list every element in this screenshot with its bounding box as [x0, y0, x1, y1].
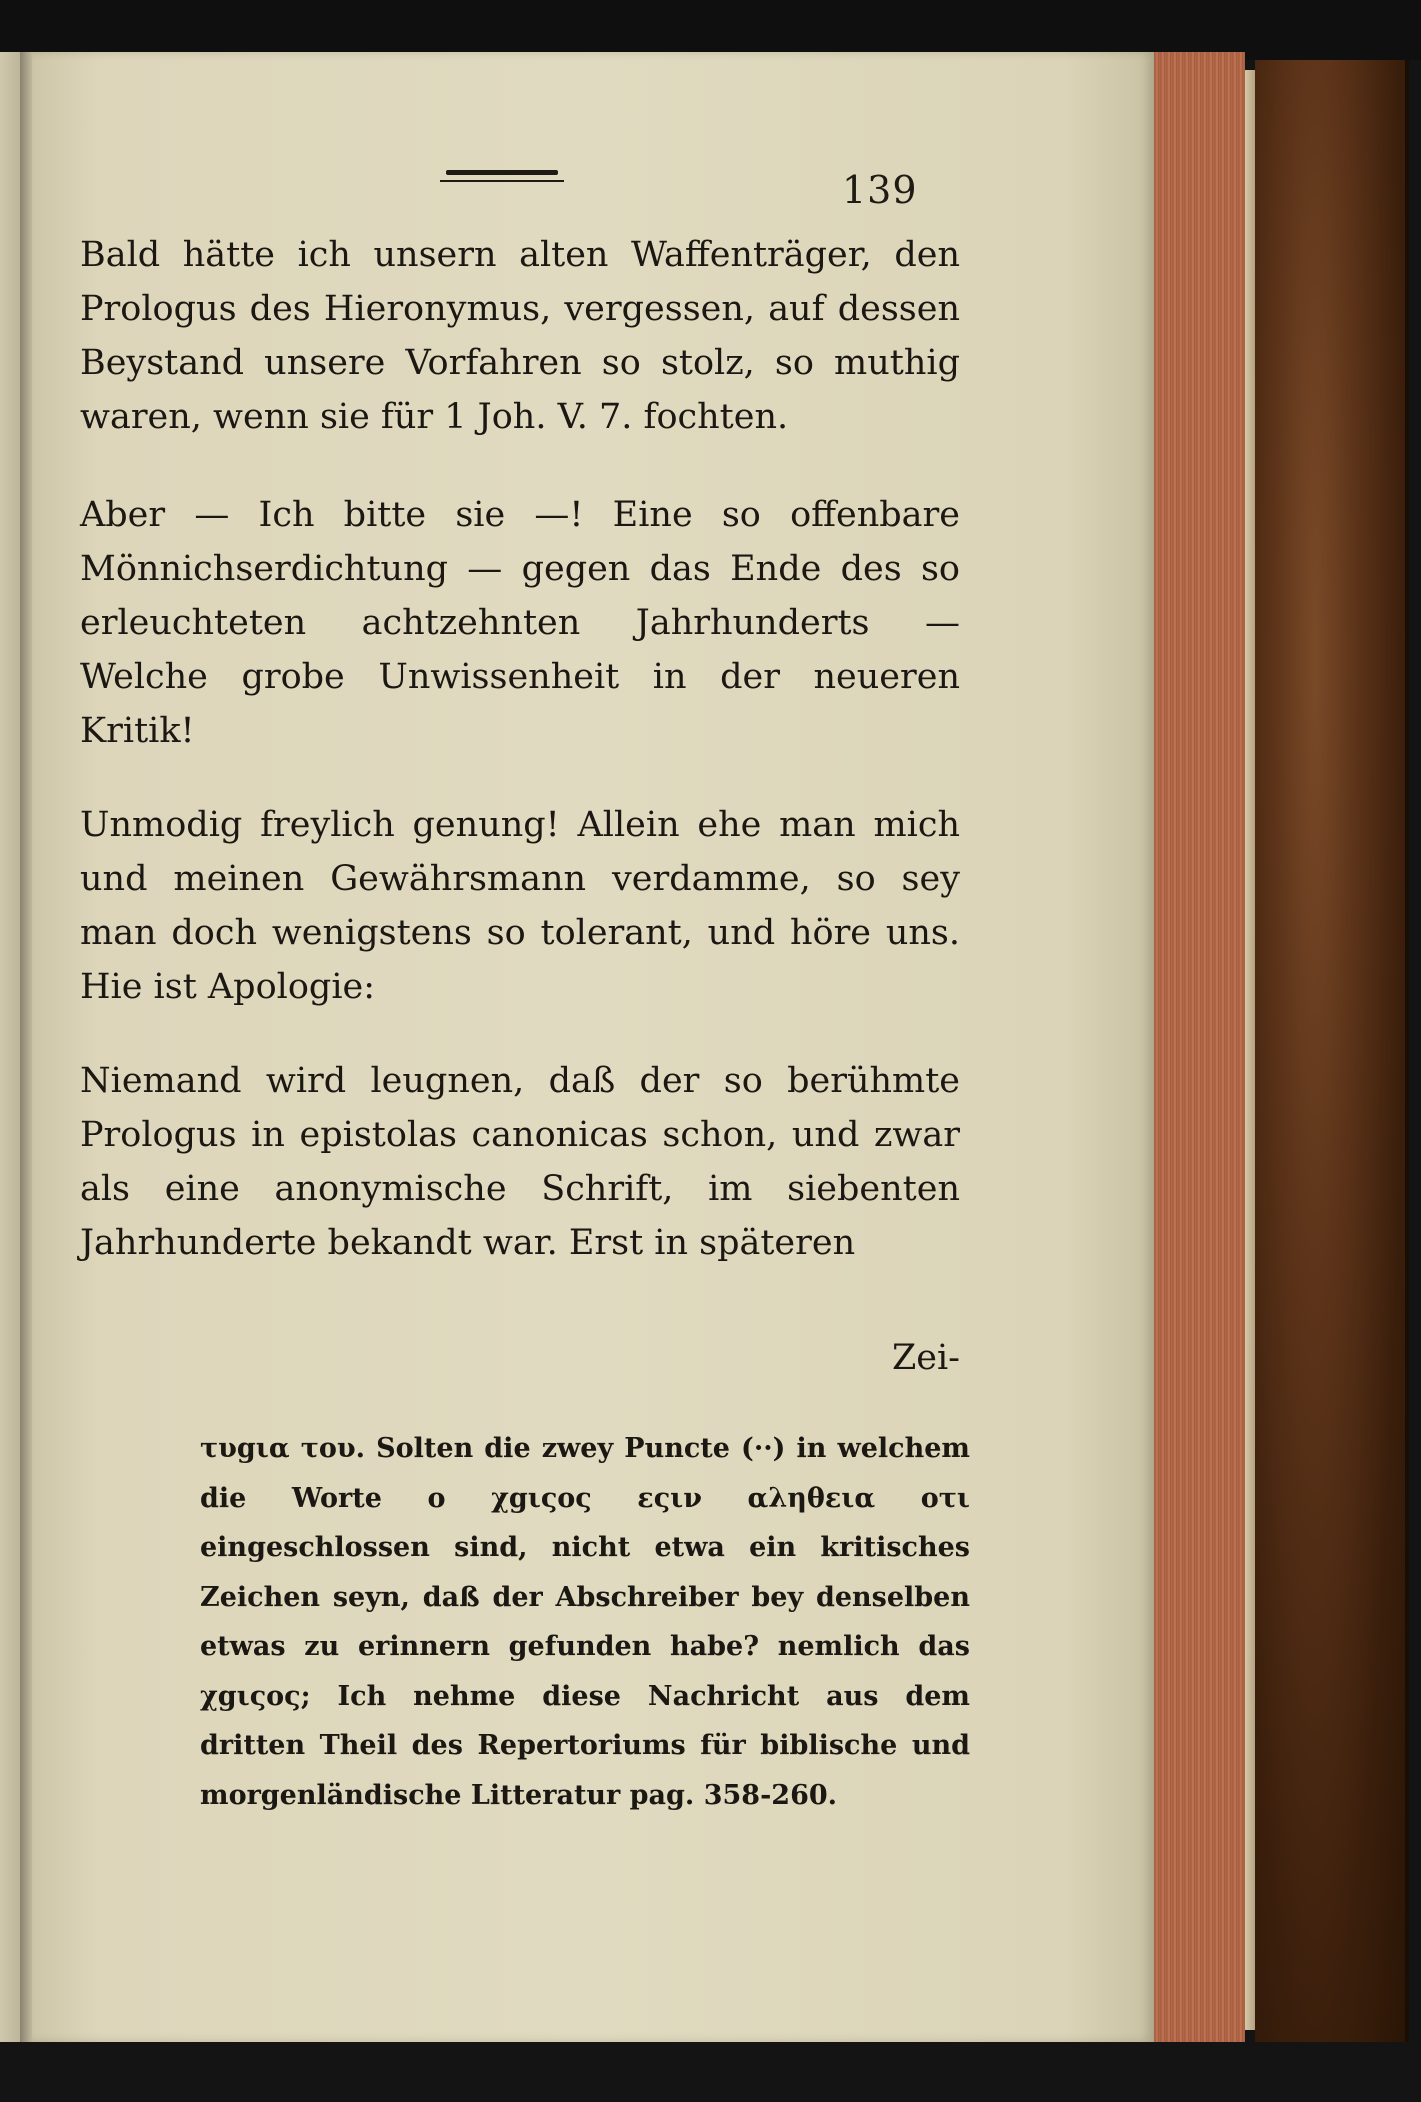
page-number: 139 — [842, 168, 918, 212]
paragraph: Unmodig freylich genung! Allein ehe man mich und meinen Gewährsmann verdamme, so sey man doch wenigstens so tolerant, und höre uns. Hie ist Apologie: — [80, 805, 960, 1007]
background-top — [0, 0, 1421, 60]
header-rule — [440, 170, 564, 184]
main-text — [80, 228, 960, 1310]
book-cover — [1255, 60, 1409, 2050]
paragraph: Aber — Ich bitte sie —! Eine so offenbare Mönnichserdichtung — gegen das Ende des so erleuchteten achtzehnten Jahrhunderts — Welche grobe Unwissenheit in der neueren Kritik! — [80, 495, 960, 751]
paragraph: Bald hätte ich unsern alten Waffenträger, den Prologus des Hieronymus, vergessen, auf dessen Beystand unsere Vorfahren so stolz, so muthig waren, wenn sie für 1 Joh. V. 7. fochten. — [80, 235, 960, 437]
footnote: τυgια του. Solten die zwey Puncte (··) in welchem die Worte ο χgιςος εςιν αληθεια οτι eingeschlossen sind, nicht etwa ein kritisches Zeichen seyn, daß der Abschreiber bey denselben etwas zu erinnern gefunden habe? nemlich das χgιςος; Ich nehme diese Nachricht aus dem dritten Theil des Repertoriums für biblische und morgenländische Litteratur pag. 358-260. — [200, 1433, 970, 1811]
catchword: Zei- — [891, 1338, 960, 1378]
background-bottom — [0, 2042, 1421, 2102]
paragraph: Niemand wird leugnen, daß der so berühmte Prologus in epistolas canonicas schon, und zwar als eine anonymische Schrift, im siebenten Jahrhunderte bekandt war. Erst in späteren — [80, 1061, 960, 1263]
